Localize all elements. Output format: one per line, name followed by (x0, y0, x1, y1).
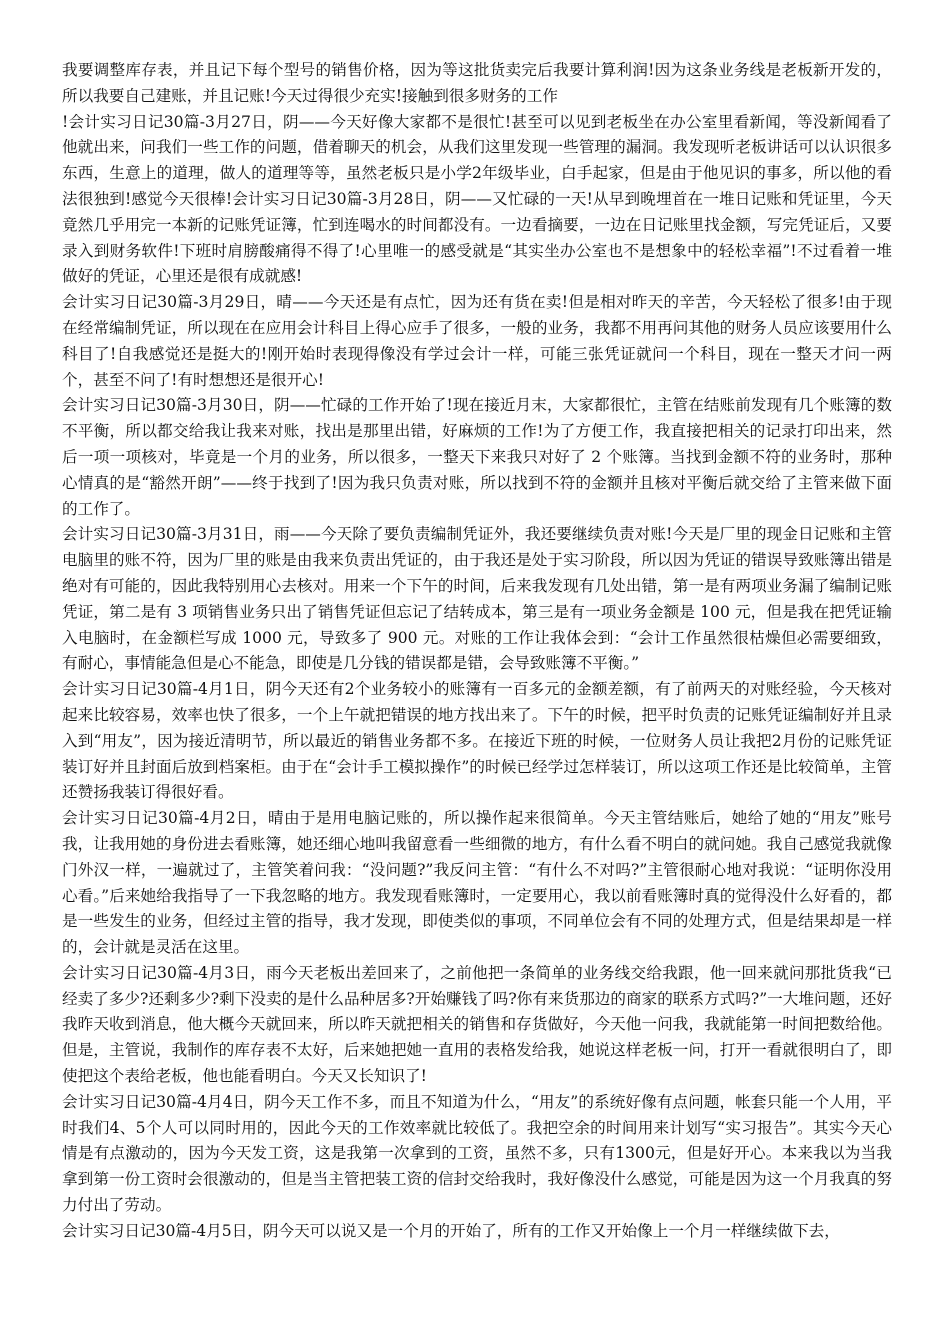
paragraph-10: 会计实习日记30篇-4月5日，阴今天可以说又是一个月的开始了，所有的工作又开始像上一个月一样继续做下去， (62, 1221, 840, 1240)
paragraph-6: 会计实习日记30篇-4月1日，阴今天还有2个业务较小的账簿有一百多元的金额差额，有了前两天的对账经验，今天核对起来比较容易，效率也快了很多，一个上午就把错误的地方找出来了。下午的时候，把平时负责的记账凭证编制好并且录入到“用友”，因为接近清明节，所以最近的销售业务都不多。在接近下班的时候，一位财务人员让我把2月份的记账凭证装订好并且封面后放到档案柜。由于在“会计手工模拟操作”的时候已经学过怎样装订，所以这项工作还是比较简单，主管还赞扬我装订得很好看。 (62, 680, 892, 802)
paragraph-7: 会计实习日记30篇-4月2日，晴由于是用电脑记账的，所以操作起来很简单。今天主管结账后，她给了她的“用友”账号我，让我用她的身份进去看账簿，她还细心地叫我留意看一些细微的地方，有什么看不明白的就问她。我自己感觉我就像门外汉一样，一遍就过了，主管笑着问我：“没问题?”我反问主管：“有什么不对吗?”主管很耐心地对我说：“证明你没用心看。”后来她给我指导了一下我忽略的地方。我发现看账簿时，一定要用心，我以前看账簿时真的觉得没什么好看的，都是一些发生的业务，但经过主管的指导，我才发现，即使类似的事项，不同单位会有不同的处理方式，但是结果却是一样的，会计就是灵活在这里。 (62, 809, 892, 957)
paragraph-4: 会计实习日记30篇-3月30日，阴——忙碌的工作开始了!现在接近月末，大家都很忙，主管在结账前发现有几个账簿的数不平衡，所以都交给我让我来对账，找出是那里出错，好麻烦的工作!为了方便工作，我直接把相关的记录打印出来，然后一项一项核对，毕竟是一个月的业务，所以很多，一整天下来我只对好了 2 个账簿。当找到金额不符的业务时，那种心情真的是“豁然开朗”——终于找到了!因为我只负责对账，所以找到不符的金额并且核对平衡后就交给了主管来做下面的工作了。 (62, 396, 892, 518)
paragraph-2: !会计实习日记30篇-3月27日，阴——今天好像大家都不是很忙!甚至可以见到老板坐在办公室里看新闻，等没新闻看了他就出来，问我们一些工作的问题，借着聊天的机会，从我们这里发现一些管理的漏洞。我发现听老板讲话可以认识很多东西，生意上的道理，做人的道理等等，虽然老板只是小学2年级毕业，白手起家，但是由于他见识的事多，所以他的看法很独到!感觉今天很棒!会计实习日记30篇-3月28日，阴——又忙碌的一天!从早到晚埋首在一堆日记账和凭证里，今天竟然几乎用完一本新的记账凭证簿，忙到连喝水的时间都没有。一边看摘要，一边在日记账里找金额，写完凭证后，又要录入到财务软件!下班时肩膀酸痛得不得了!心里唯一的感受就是“其实坐办公室也不是想象中的轻松幸福”!不过看着一堆做好的凭证，心里还是很有成就感! (62, 112, 892, 286)
paragraph-8: 会计实习日记30篇-4月3日，雨今天老板出差回来了，之前他把一条简单的业务线交给我跟，他一回来就问那批货我“已经卖了多少?还剩多少?剩下没卖的是什么品种居多?开始赚钱了吗?你有来货那边的商家的联系方式吗?”一大堆问题，还好我昨天收到消息，他大概今天就回来，所以昨天就把相关的销售和存货做好，今天他一问我，我就能第一时间把数给他。但是，主管说，我制作的库存表不太好，后来她把她一直用的表格发给我，她说这样老板一问，打开一看就很明白了，即使把这个表给老板，他也能看明白。今天又长知识了! (62, 963, 892, 1086)
document-body (62, 58, 892, 1245)
paragraph-3: 会计实习日记30篇-3月29日，晴——今天还是有点忙，因为还有货在卖!但是相对昨天的辛苦，今天轻松了很多!由于现在经常编制凭证，所以现在在应用会计科目上得心应手了很多，一般的业务，我都不用再问其他的财务人员应该要用什么科目了!自我感觉还是挺大的!刚开始时表现得像没有学过会计一样，可能三张凭证就问一个科目，现在一整天才问一两个，甚至不问了!有时想想还是很开心! (62, 293, 892, 389)
paragraph-5: 会计实习日记30篇-3月31日，雨——今天除了要负责编制凭证外，我还要继续负责对账!今天是厂里的现金日记账和主管电脑里的账不符，因为厂里的账是由我来负责出凭证的，由于我还是处于实习阶段，所以因为凭证的错误导致账簿出错是绝对有可能的，因此我特别用心去核对。用来一个下午的时间，后来我发现有几处出错，第一是有两项业务漏了编制记账凭证，第二是有 3 项销售业务只出了销售凭证但忘记了结转成本，第三是有一项业务金额是 100 元，但是我在把凭证输入电脑时，在金额栏写成 1000 元，导致多了 900 元。对账的工作让我体会到：“会计工作虽然很枯燥但必需要细致，有耐心，事情能急但是心不能急，即使是几分钱的错误都是错，会导致账簿不平衡。” (62, 525, 892, 673)
paragraph-1: 我要调整库存表，并且记下每个型号的销售价格，因为等这批货卖完后我要计算利润!因为这条业务线是老板新开发的，所以我要自己建账，并且记账!今天过得很少充实!接触到很多财务的工作 (62, 61, 892, 105)
paragraph-9: 会计实习日记30篇-4月4日，阴今天工作不多，而且不知道为什么，“用友”的系统好像有点问题，帐套只能一个人用，平时我们4、5个人可以同时用的，因此今天的工作效率就比较低了。我把空余的时间用来计划写“实习报告”。其实今天心情是有点激动的，因为今天发工资，这是我第一次拿到的工资，虽然不多，只有1300元，但是好开心。本来我以为当我拿到第一份工资时会很激动的，但是当主管把装工资的信封交给我时，我好像没什么感觉，可能是因为这一个月我真的努力付出了劳动。 (62, 1092, 892, 1215)
